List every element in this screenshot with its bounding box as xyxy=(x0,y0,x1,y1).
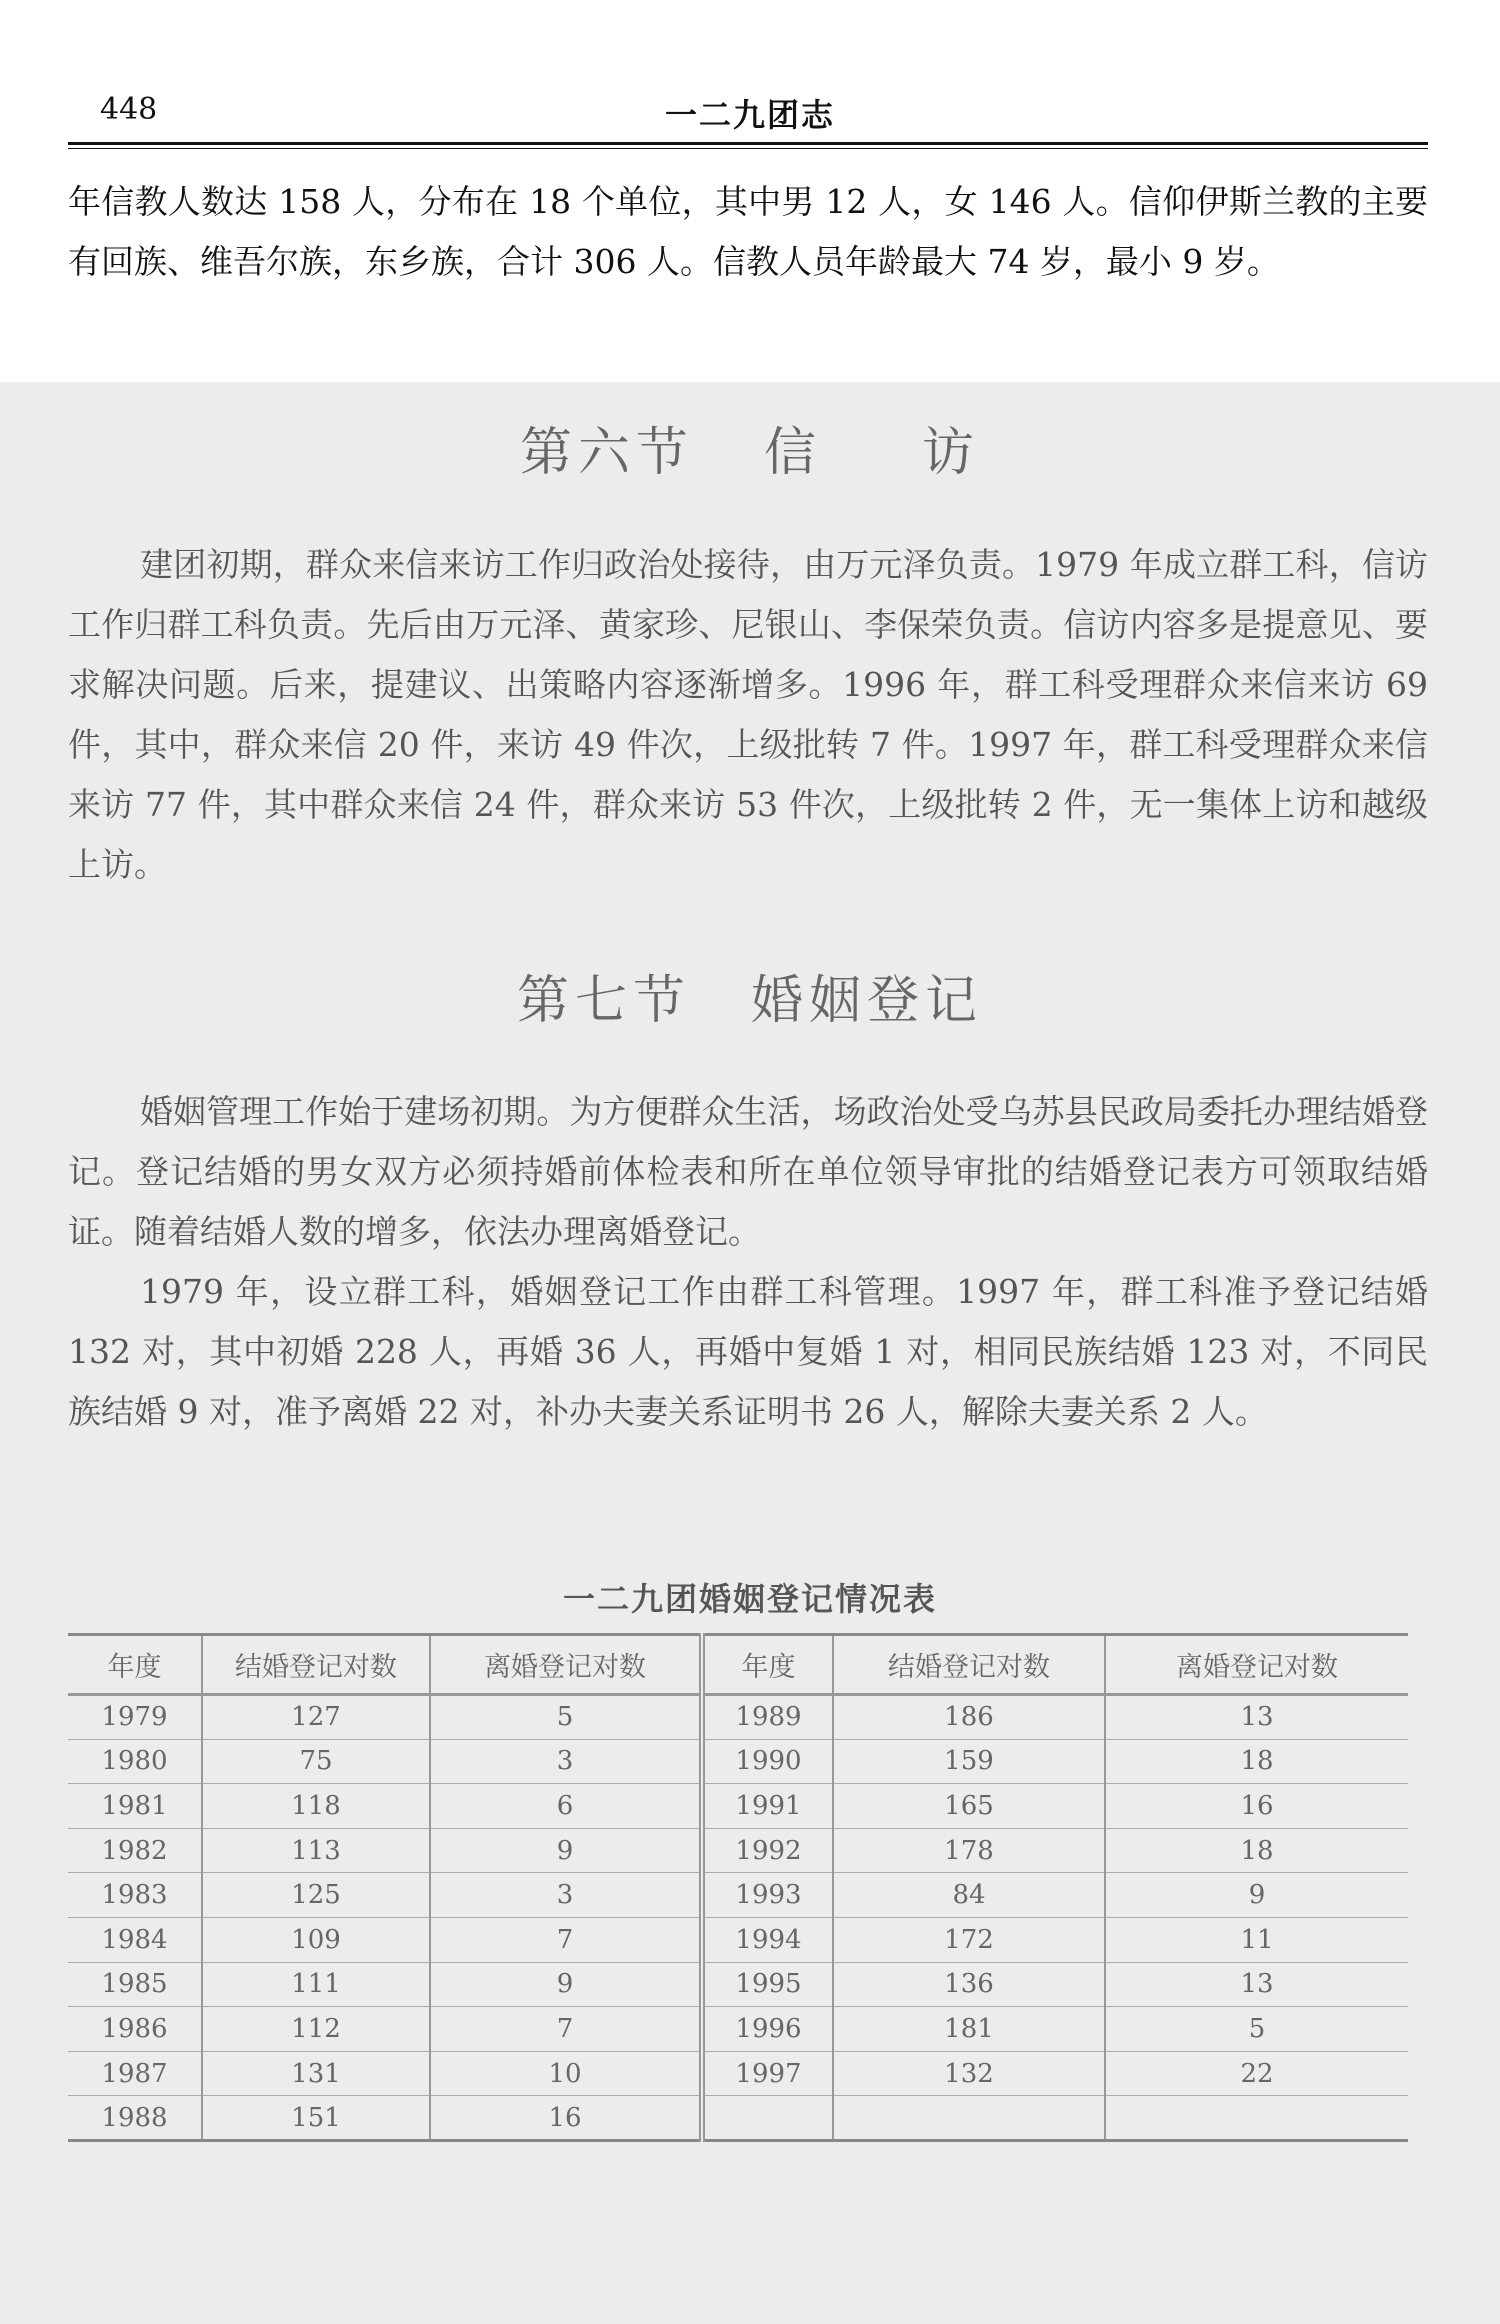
table-cell: 186 xyxy=(833,1695,1105,1740)
section6-title-b: 访 xyxy=(922,423,981,483)
table-cell: 109 xyxy=(202,1917,430,1962)
table-row xyxy=(68,1828,1408,1873)
table-row xyxy=(68,2096,1408,2141)
table-cell: 136 xyxy=(833,1962,1105,2007)
table-cell: 6 xyxy=(430,1784,702,1829)
top-paragraph: 年信教人数达 158 人，分布在 18 个单位，其中男 12 人，女 146 人。信仰伊斯兰教的主要有回族、维吾尔族，东乡族，合计 306 人。信教人员年龄最大 74 岁，最小 9 岁。 xyxy=(68,182,1428,281)
table-cell: 1980 xyxy=(68,1739,202,1784)
table-cell: 18 xyxy=(1105,1739,1408,1784)
table-cell: 1997 xyxy=(702,2051,833,2096)
table-row xyxy=(68,1962,1408,2007)
table-row xyxy=(68,1784,1408,1829)
table-cell: 7 xyxy=(430,2007,702,2052)
table-cell: 131 xyxy=(202,2051,430,2096)
header-marriage-left: 结婚登记对数 xyxy=(202,1635,430,1695)
table-cell: 16 xyxy=(1105,1784,1408,1829)
table-cell: 1989 xyxy=(702,1695,833,1740)
table-cell: 84 xyxy=(833,1873,1105,1918)
table-header-row xyxy=(68,1635,1408,1695)
table-title: 一二九团婚姻登记情况表 xyxy=(562,1580,937,1618)
table-cell: 1993 xyxy=(702,1873,833,1918)
section6-heading xyxy=(0,410,1500,485)
table-cell: 118 xyxy=(202,1784,430,1829)
table-cell: 10 xyxy=(430,2051,702,2096)
table-cell: 1986 xyxy=(68,2007,202,2052)
table-cell: 111 xyxy=(202,1962,430,2007)
table-cell: 1992 xyxy=(702,1828,833,1873)
section6-title-a: 信 xyxy=(763,423,822,483)
table-row xyxy=(68,1695,1408,1740)
table-cell: 127 xyxy=(202,1695,430,1740)
page-number: 448 xyxy=(100,92,158,127)
table-cell: 172 xyxy=(833,1917,1105,1962)
header-divorce-left: 离婚登记对数 xyxy=(430,1635,702,1695)
table-cell: 7 xyxy=(430,1917,702,1962)
section7-paragraph-1-text: 婚姻管理工作始于建场初期。为方便群众生活，场政治处受乌苏县民政局委托办理结婚登记。登记结婚的男女双方必须持婚前体检表和所在单位领导审批的结婚登记表方可领取结婚证。随着结婚人数的增多，依法办理离婚登记。 xyxy=(68,1092,1428,1251)
section7-title: 婚姻登记 xyxy=(751,971,984,1031)
header-year-right: 年度 xyxy=(702,1635,833,1695)
running-title: 一二九团志 xyxy=(664,96,835,134)
header-marriage-right: 结婚登记对数 xyxy=(833,1635,1105,1695)
table-cell xyxy=(1105,2096,1408,2141)
table-cell: 1981 xyxy=(68,1784,202,1829)
table-cell: 159 xyxy=(833,1739,1105,1784)
table-cell: 9 xyxy=(1105,1873,1408,1918)
section7-heading xyxy=(0,958,1500,1033)
header-rule-thick xyxy=(68,142,1428,145)
table-row xyxy=(68,2051,1408,2096)
table-row xyxy=(68,1739,1408,1784)
table-cell: 1990 xyxy=(702,1739,833,1784)
table-cell: 1979 xyxy=(68,1695,202,1740)
marriage-registration-table xyxy=(68,1633,1408,2142)
table-cell: 22 xyxy=(1105,2051,1408,2096)
header-divorce-right: 离婚登记对数 xyxy=(1105,1635,1408,1695)
table-cell: 11 xyxy=(1105,1917,1408,1962)
header-rule-thin xyxy=(68,148,1428,149)
table-cell: 113 xyxy=(202,1828,430,1873)
table-cell: 1987 xyxy=(68,2051,202,2096)
table-cell: 132 xyxy=(833,2051,1105,2096)
table-cell xyxy=(833,2096,1105,2141)
table-row xyxy=(68,1917,1408,1962)
table-cell: 9 xyxy=(430,1962,702,2007)
section6-paragraph-text: 建团初期，群众来信来访工作归政治处接待，由万元泽负责。1979 年成立群工科，信访工作归群工科负责。先后由万元泽、黄家珍、尼银山、李保荣负责。信访内容多是提意见、要求解决问题。后来，提建议、出策略内容逐渐增多。1996 年，群工科受理群众来信来访 69 件，其中，群众来信 20 件，来访 49 件次，上级批转 7 件。1997 年，群工科受理群众来信来访 77 件，其中群众来信 24 件，群众来访 53 件次，上级批转 2 件，无一集体上访和越级上访。 xyxy=(68,545,1428,884)
table-cell: 1982 xyxy=(68,1828,202,1873)
section7-number: 第七节 xyxy=(516,971,691,1031)
table-cell: 18 xyxy=(1105,1828,1408,1873)
table-cell: 16 xyxy=(430,2096,702,2141)
section6-number: 第六节 xyxy=(519,423,694,483)
table-cell: 178 xyxy=(833,1828,1105,1873)
table-cell: 1984 xyxy=(68,1917,202,1962)
table-cell xyxy=(702,2096,833,2141)
table-cell: 75 xyxy=(202,1739,430,1784)
table-cell: 125 xyxy=(202,1873,430,1918)
table-cell: 9 xyxy=(430,1828,702,1873)
table-cell: 5 xyxy=(430,1695,702,1740)
section7-paragraph-1 xyxy=(68,1082,1428,1262)
table-row xyxy=(68,1873,1408,1918)
table-cell: 1994 xyxy=(702,1917,833,1962)
table-cell: 1996 xyxy=(702,2007,833,2052)
table-cell: 151 xyxy=(202,2096,430,2141)
table-row xyxy=(68,2007,1408,2052)
table-cell: 13 xyxy=(1105,1695,1408,1740)
table-cell: 181 xyxy=(833,2007,1105,2052)
table-cell: 5 xyxy=(1105,2007,1408,2052)
section7-paragraph-2 xyxy=(68,1262,1428,1442)
table-cell: 13 xyxy=(1105,1962,1408,2007)
header-year-left: 年度 xyxy=(68,1635,202,1695)
table-cell: 3 xyxy=(430,1739,702,1784)
table-cell: 165 xyxy=(833,1784,1105,1829)
table-cell: 3 xyxy=(430,1873,702,1918)
table-cell: 1983 xyxy=(68,1873,202,1918)
section7-paragraph-2-text: 1979 年，设立群工科，婚姻登记工作由群工科管理。1997 年，群工科准予登记结婚 132 对，其中初婚 228 人，再婚 36 人，再婚中复婚 1 对，相同民族结婚 123 对，不同民族结婚 9 对，准予离婚 22 对，补办夫妻关系证明书 26 人，解除夫妻关系 2 人。 xyxy=(68,1272,1428,1431)
table-cell: 1995 xyxy=(702,1962,833,2007)
section6-paragraph xyxy=(68,535,1428,895)
table-cell: 112 xyxy=(202,2007,430,2052)
table-cell: 1991 xyxy=(702,1784,833,1829)
table-cell: 1985 xyxy=(68,1962,202,2007)
table-cell: 1988 xyxy=(68,2096,202,2141)
